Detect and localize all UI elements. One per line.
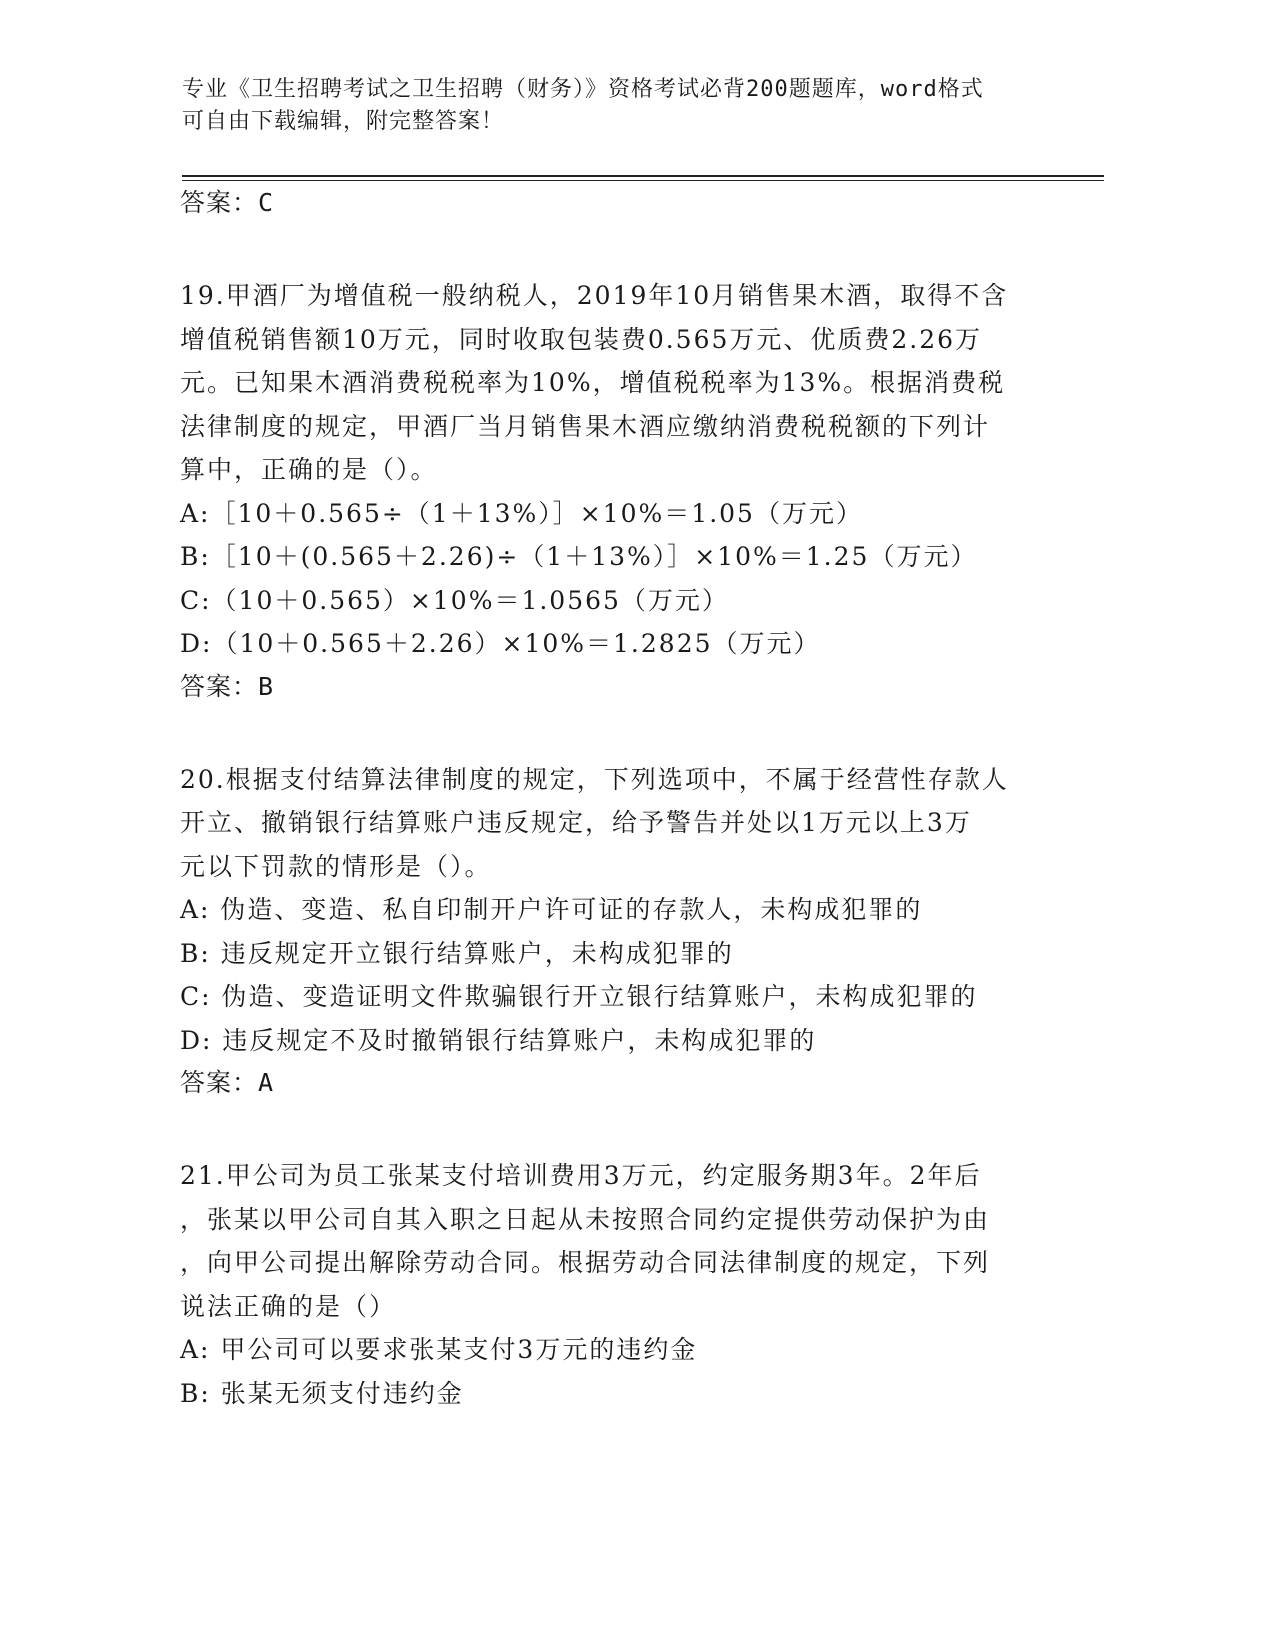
- question-text-line: 元。已知果木酒消费税税率为10%，增值税税率为13%。根据消费税: [180, 368, 1006, 397]
- header-divider-thick: [182, 175, 1104, 177]
- question-text-line: 算中，正确的是（）。: [180, 455, 438, 484]
- option-c: C: 伪造、变造证明文件欺骗银行开立银行结算账户，未构成犯罪的: [180, 982, 978, 1011]
- option-d: D: 违反规定不及时撤销银行结算账户，未构成犯罪的: [180, 1025, 817, 1055]
- option-b: B:［10＋(0.565＋2.26)÷（1＋13%）］×10%＝1.25（万元）: [180, 542, 978, 571]
- option-a: A: 伪造、变造、私自印制开户许可证的存款人，未构成犯罪的: [180, 895, 923, 924]
- option-d: D:（10＋0.565＋2.26）×10%＝1.2825（万元）: [180, 629, 821, 658]
- document-header: [182, 74, 1062, 138]
- question-20: [180, 758, 1060, 1105]
- question-text-line: 元以下罚款的情形是（）。: [180, 851, 492, 881]
- option-b: B: 张某无须支付违约金: [180, 1378, 464, 1408]
- question-19: [180, 274, 1060, 708]
- header-divider-thin: [182, 180, 1104, 181]
- question-text-line: ，张某以甲公司自其入职之日起从未按照合同约定提供劳动保护为由: [180, 1204, 991, 1234]
- answer-previous: 答案：C: [180, 188, 275, 217]
- option-a: A:［10＋0.565÷（1＋13%）］×10%＝1.05（万元）: [180, 498, 863, 528]
- question-text-line: 法律制度的规定，甲酒厂当月销售果木酒应缴纳消费税税额的下列计: [180, 411, 991, 441]
- question-text-line: ，向甲公司提出解除劳动合同。根据劳动合同法律制度的规定，下列: [180, 1248, 991, 1277]
- option-a: A: 甲公司可以要求张某支付3万元的违约金: [180, 1335, 698, 1364]
- question-text-line: 开立、撤销银行结算账户违反规定，给予警告并处以1万元以上3万: [180, 808, 972, 837]
- option-b: B: 违反规定开立银行结算账户，未构成犯罪的: [180, 938, 734, 968]
- question-21: [180, 1154, 1060, 1415]
- question-text-line: 19.甲酒厂为增值税一般纳税人，2019年10月销售果木酒，取得不含: [180, 281, 1009, 310]
- header-line-2: 可自由下载编辑，附完整答案！: [182, 109, 505, 134]
- question-text-line: 20.根据支付结算法律制度的规定，下列选项中，不属于经营性存款人: [180, 764, 1009, 794]
- question-text-line: 21.甲公司为员工张某支付培训费用3万元，约定服务期3年。2年后: [180, 1161, 982, 1190]
- header-line-1: 专业《卫生招聘考试之卫生招聘（财务）》资格考试必背200题题库，word格式: [182, 77, 984, 102]
- document-body: [180, 182, 1060, 1415]
- option-c: C:（10＋0.565）×10%＝1.0565（万元）: [180, 585, 729, 615]
- question-text-line: 增值税销售额10万元，同时收取包装费0.565万元、优质费2.26万: [180, 324, 983, 354]
- question-text-line: 说法正确的是（）: [180, 1291, 397, 1321]
- answer-19: 答案：B: [180, 671, 275, 701]
- answer-20: 答案：A: [180, 1068, 275, 1097]
